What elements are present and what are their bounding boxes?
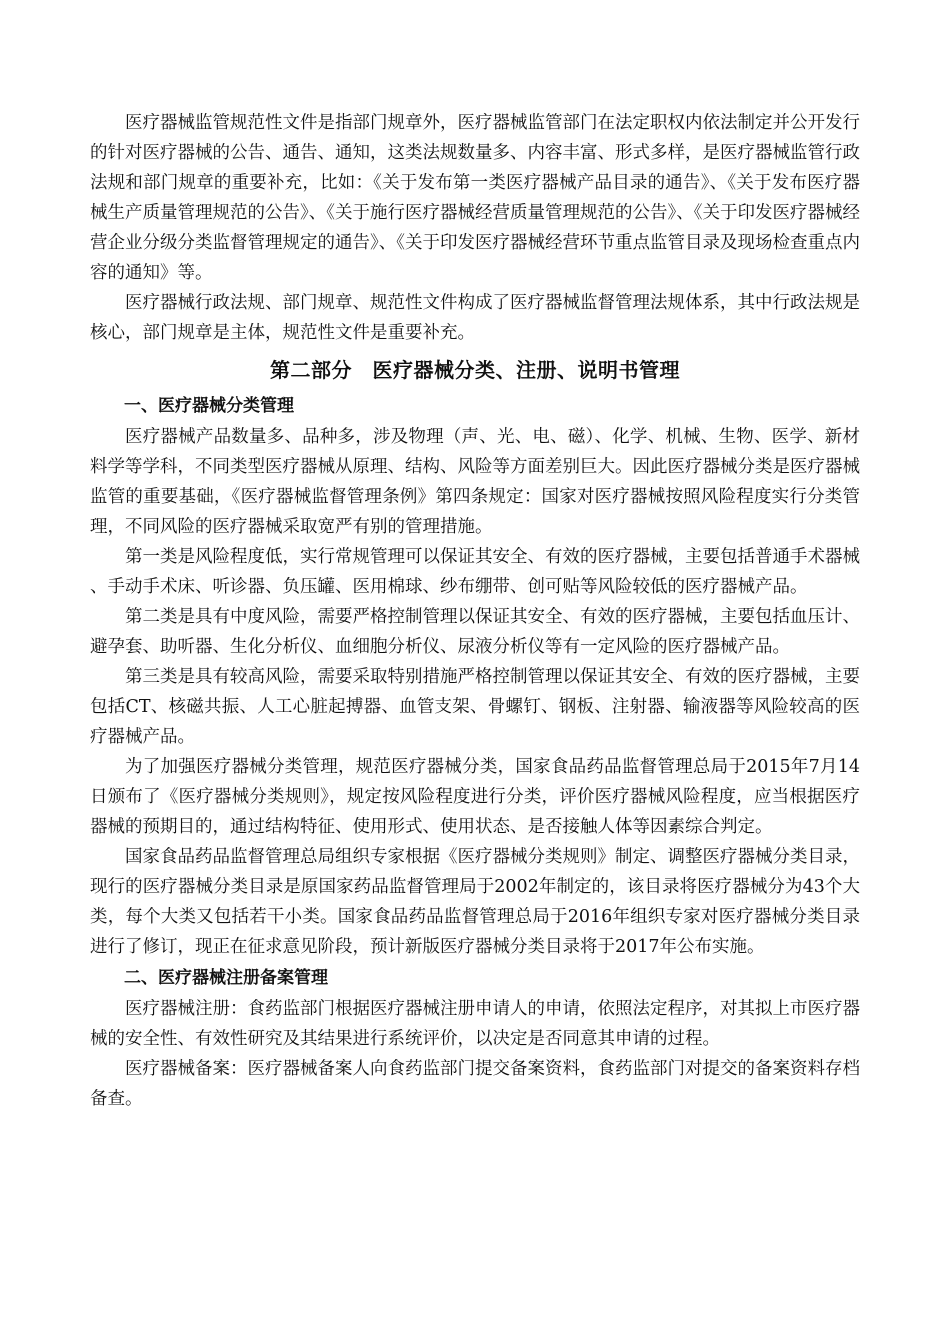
body-paragraph: 第二类是具有中度风险，需要严格控制管理以保证其安全、有效的医疗器械，主要包括血压计、避孕套、助听器、生化分析仪、血细胞分析仪、尿液分析仪等有一定风险的医疗器械产品。	[90, 607, 860, 657]
body-paragraph: 医疗器械产品数量多、品种多，涉及物理（声、光、电、磁）、化学、机械、生物、医学、新材料学等学科，不同类型医疗器械从原理、结构、风险等方面差别巨大。因此医疗器械分类是医疗器械监管的重要基础，《医疗器械监督管理条例》第四条规定：国家对医疗器械按照风险程度实行分类管理，不同风险的医疗器械采取宽严有别的管理措施。	[90, 427, 860, 537]
body-paragraph: 第一类是风险程度低，实行常规管理可以保证其安全、有效的医疗器械，主要包括普通手术器械、手动手术床、听诊器、负压罐、医用棉球、纱布绷带、创可贴等风险较低的医疗器械产品。	[90, 547, 860, 597]
section-heading-classification: 一、医疗器械分类管理	[124, 396, 294, 416]
body-paragraph: 医疗器械注册：食药监部门根据医疗器械注册申请人的申请，依照法定程序，对其拟上市医疗器械的安全性、有效性研究及其结果进行系统评价，以决定是否同意其申请的过程。	[90, 999, 860, 1049]
intro-paragraph: 医疗器械行政法规、部门规章、规范性文件构成了医疗器械监督管理法规体系，其中行政法规是核心，部门规章是主体，规范性文件是重要补充。	[90, 293, 860, 343]
intro-paragraph: 医疗器械监管规范性文件是指部门规章外，医疗器械监管部门在法定职权内依法制定并公开发行的针对医疗器械的公告、通告、通知，这类法规数量多、内容丰富、形式多样，是医疗器械监管行政法规和部门规章的重要补充，比如：《关于发布第一类医疗器械产品目录的通告》、《关于发布医疗器械生产质量管理规范的公告》、《关于施行医疗器械经营质量管理规范的公告》、《关于印发医疗器械经营企业分级分类监督管理规定的通告》、《关于印发医疗器械经营环节重点监管目录及现场检查重点内容的通知》等。	[90, 113, 860, 283]
body-paragraph: 国家食品药品监督管理总局组织专家根据《医疗器械分类规则》制定、调整医疗器械分类目录， 现行的医疗器械分类目录是原国家药品监督管理局于2002年制定的，该目录将医疗器械分为43个大类，每个大类又包括若干小类。国家食品药品监督管理总局于2016年组织专家对医疗器械分类目录进行了修订，现正在征求意见阶段，预计新版医疗器械分类目录将于2017年公布实施。	[90, 847, 860, 957]
body-paragraph: 为了加强医疗器械分类管理，规范医疗器械分类，国家食品药品监督管理总局于2015年7月14日颁布了《医疗器械分类规则》，规定按风险程度进行分类，评价医疗器械风险程度，应当根据医疗器械的预期目的，通过结构特征、使用形式、使用状态、是否接触人体等因素综合判定。	[90, 757, 860, 837]
document-page	[90, 108, 860, 1114]
part-title: 第二部分 医疗器械分类、注册、说明书管理	[270, 358, 680, 382]
body-paragraph: 医疗器械备案：医疗器械备案人向食药监部门提交备案资料，食药监部门对提交的备案资料存档备查。	[90, 1059, 860, 1109]
section-heading-registration: 二、医疗器械注册备案管理	[124, 968, 328, 988]
body-paragraph: 第三类是具有较高风险，需要采取特别措施严格控制管理以保证其安全、有效的医疗器械，主要包括CT、核磁共振、人工心脏起搏器、血管支架、骨螺钉、钢板、注射器、输液器等风险较高的医疗器械产品。	[90, 667, 860, 747]
